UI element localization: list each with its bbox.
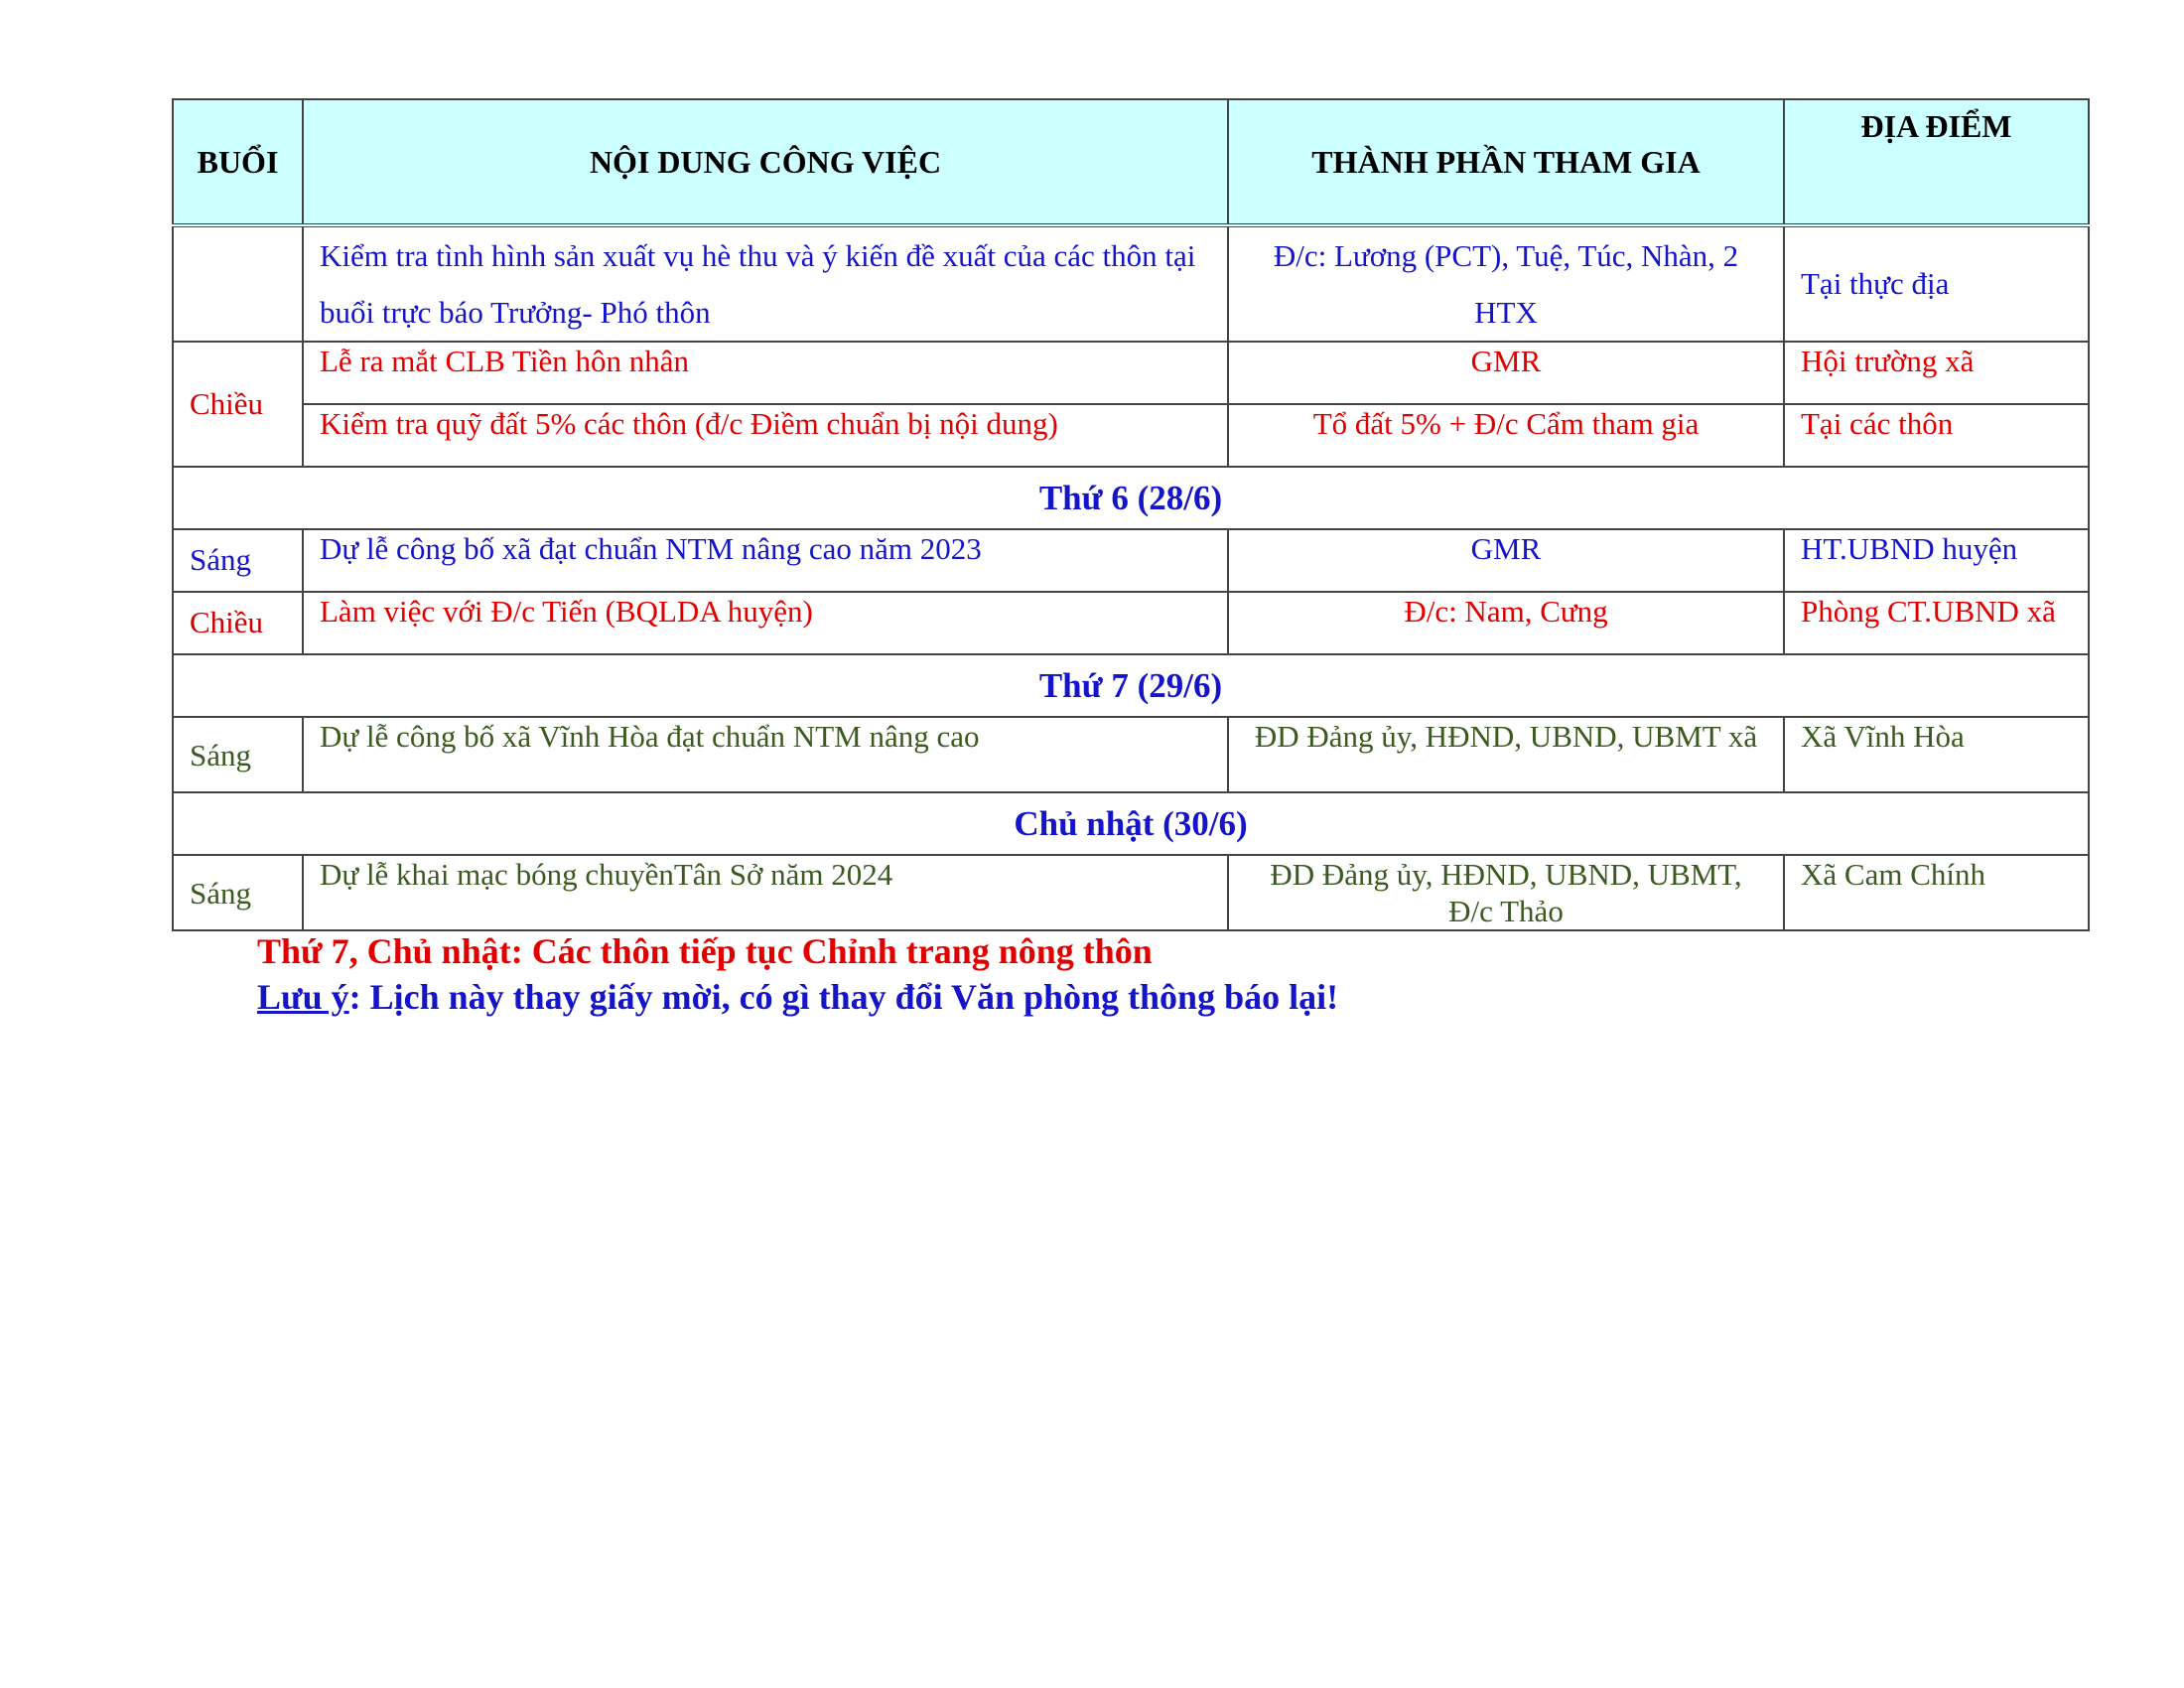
content-cell: Kiểm tra tình hình sản xuất vụ hè thu và ý kiến đề xuất của các thôn tại buổi trực báo Trưởng- Phó thôn [303,225,1228,342]
content-cell: Dự lễ công bố xã đạt chuẩn NTM nâng cao năm 2023 [303,529,1228,592]
weekend-note: Thứ 7, Chủ nhật: Các thôn tiếp tục Chỉnh trang nông thôn [257,931,1153,971]
participants-cell: Đ/c: Lương (PCT), Tuệ, Túc, Nhàn, 2 HTX [1228,225,1784,342]
remark-label: Lưu ý [257,977,349,1017]
location-cell: Tại các thôn [1784,404,2089,467]
participants-cell: Tổ đất 5% + Đ/c Cẩm tham gia [1228,404,1784,467]
table-row [173,342,2089,404]
content-cell: Dự lễ khai mạc bóng chuyềnTân Sở năm 2024 [303,855,1228,930]
content-cell: Kiểm tra quỹ đất 5% các thôn (đ/c Điềm chuẩn bị nội dung) [303,404,1228,467]
location-cell: Tại thực địa [1784,225,2089,342]
location-cell: Phòng CT.UBND xã [1784,592,2089,654]
remark-note [257,974,1338,1020]
content-cell: Lễ ra mắt CLB Tiền hôn nhân [303,342,1228,404]
location-cell: Xã Cam Chính [1784,855,2089,930]
header-session: BUỔI [173,99,303,225]
header-participants: THÀNH PHẦN THAM GIA [1228,99,1784,225]
content-cell: Dự lễ công bố xã Vĩnh Hòa đạt chuẩn NTM nâng cao [303,717,1228,792]
remark-text: : Lịch này thay giấy mời, có gì thay đổi Văn phòng thông báo lại! [348,977,1339,1017]
session-cell: Sáng [173,717,303,792]
session-cell: Chiều [173,592,303,654]
header-location: ĐỊA ĐIỂM [1784,99,2089,225]
table-row [173,717,2089,792]
content-cell: Làm việc với Đ/c Tiến (BQLDA huyện) [303,592,1228,654]
table-row [173,592,2089,654]
location-cell: HT.UBND huyện [1784,529,2089,592]
schedule-table [172,98,2090,931]
table-row [173,855,2089,930]
day-header-row [173,654,2089,717]
table-header-row [173,99,2089,225]
participants-cell: ĐD Đảng ủy, HĐND, UBND, UBMT, Đ/c Thảo [1228,855,1784,930]
session-cell-empty [173,225,303,342]
table-row [173,225,2089,342]
day-title: Thứ 6 (28/6) [173,467,2089,529]
day-header-row [173,467,2089,529]
day-header-row [173,792,2089,855]
day-title: Chủ nhật (30/6) [173,792,2089,855]
participants-cell: Đ/c: Nam, Cưng [1228,592,1784,654]
header-content: NỘI DUNG CÔNG VIỆC [303,99,1228,225]
participants-cell: GMR [1228,529,1784,592]
session-cell: Chiều [173,342,303,467]
participants-cell: ĐD Đảng ủy, HĐND, UBND, UBMT xã [1228,717,1784,792]
day-title: Thứ 7 (29/6) [173,654,2089,717]
table-row [173,529,2089,592]
session-cell: Sáng [173,529,303,592]
session-cell: Sáng [173,855,303,930]
notes-block [257,928,1338,1020]
location-cell: Hội trường xã [1784,342,2089,404]
participants-cell: GMR [1228,342,1784,404]
location-cell: Xã Vĩnh Hòa [1784,717,2089,792]
table-row [173,404,2089,467]
